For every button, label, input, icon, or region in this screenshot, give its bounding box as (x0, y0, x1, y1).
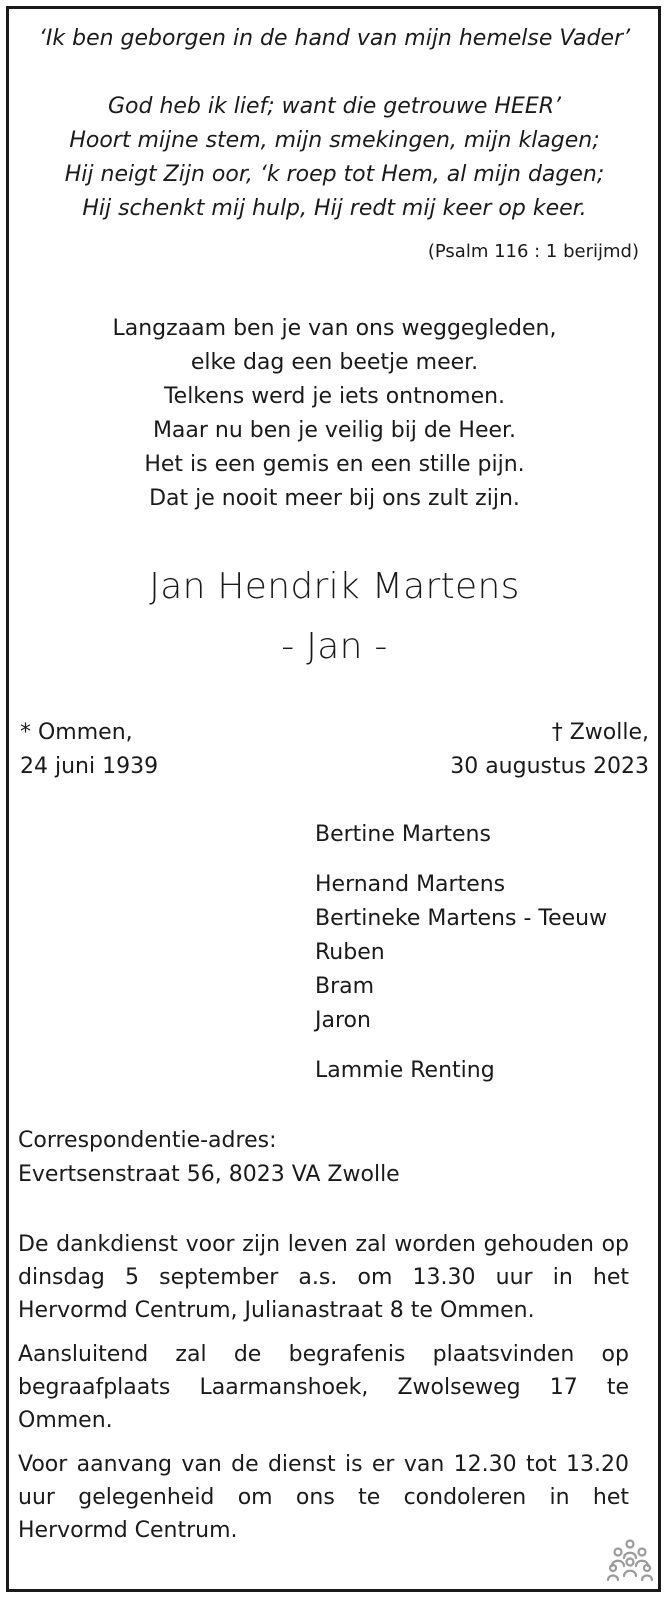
burial-paragraph: Aansluitend zal de begrafenis plaatsvinden op begraafplaats Laarmanshoek, Zwolseweg 17 te Ommen. (18, 1342, 629, 1433)
poem-line: Telkens werd je iets ontnomen. (163, 384, 506, 409)
poem-line: Dat je nooit meer bij ons zult zijn. (149, 486, 520, 511)
psalm-line: Hij schenkt mij hulp, Hij redt mij keer op keer. (82, 196, 587, 221)
family-child: Jaron (315, 1008, 371, 1033)
death-date: 30 augustus 2023 (450, 754, 649, 779)
psalm-line: God heb ik lief; want die getrouwe HEER’ (107, 94, 562, 119)
birth-place: * Ommen, (20, 720, 133, 745)
correspondence-address: Evertsenstraat 56, 8023 VA Zwolle (18, 1162, 400, 1187)
psalm-line: Hij neigt Zijn oor, ‘k roep tot Hem, al mijn dagen; (64, 162, 605, 187)
family-child: Bram (315, 974, 375, 999)
family-spouse: Bertine Martens (315, 822, 491, 847)
poem-line: Langzaam ben je van ons weggegleden, (112, 316, 557, 341)
family-child: Hernand Martens (315, 872, 506, 897)
correspondence-label: Correspondentie-adres: (18, 1128, 277, 1153)
service-paragraph: De dankdienst voor zijn leven zal worden gehouden op dinsdag 5 september a.s. om 13.30 uur in het Hervormd Centrum, Julianastraat 8 te Ommen. (18, 1232, 629, 1323)
poem-line: Maar nu ben je veilig bij de Heer. (152, 418, 517, 443)
poem-line: elke dag een beetje meer. (190, 350, 479, 375)
death-place: † Zwolle, (551, 720, 649, 745)
deceased-nickname: - Jan - (281, 626, 388, 667)
deceased-full-name: Jan Hendrik Martens (149, 566, 520, 607)
verse-quote: ‘Ik ben geborgen in de hand van mijn hemelse Vader’ (38, 26, 631, 51)
psalm-reference: (Psalm 116 : 1 berijmd) (427, 241, 639, 262)
condolence-paragraph: Voor aanvang van de dienst is er van 12.30 tot 13.20 uur gelegenheid om ons te condoleren in het Hervormd Centrum. (18, 1452, 629, 1543)
psalm-line: Hoort mijne stem, mijn smekingen, mijn klagen; (69, 128, 600, 153)
poem-line: Het is een gemis en een stille pijn. (144, 452, 525, 477)
family-child: Ruben (315, 940, 385, 965)
family-child: Bertineke Martens - Teeuw (315, 906, 608, 931)
people-group-icon (607, 1538, 653, 1582)
family-other: Lammie Renting (315, 1058, 495, 1083)
birth-date: 24 juni 1939 (20, 754, 159, 779)
